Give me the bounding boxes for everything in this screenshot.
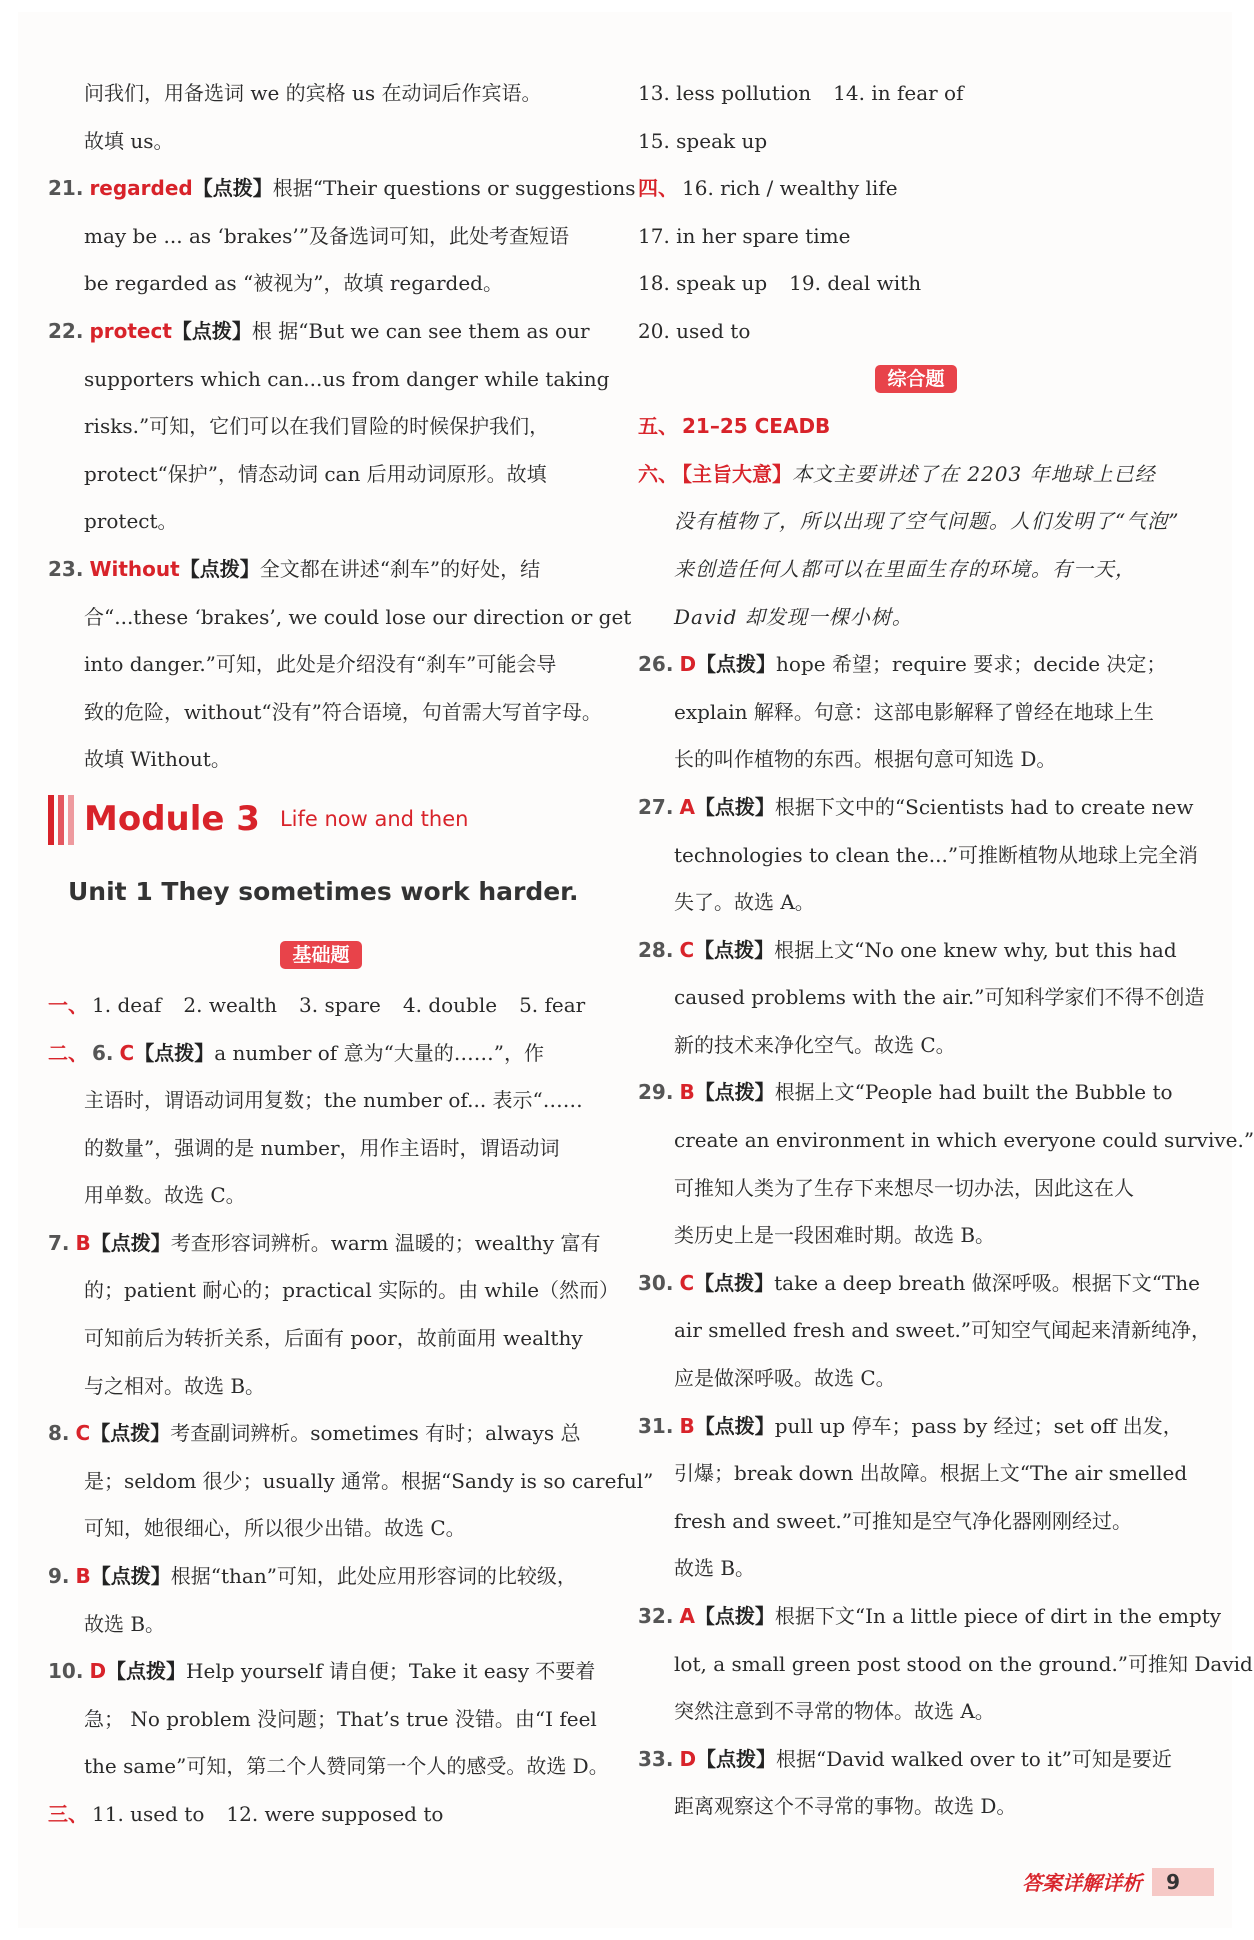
answer-key: B	[75, 1564, 91, 1589]
answer-item: 15. speak up	[638, 128, 768, 153]
text-line: 距离观察这个不寻常的事物。故选 D。	[674, 1794, 1017, 1819]
text-line: 新的技术来净化空气。故选 C。	[674, 1032, 956, 1057]
answer-item: 22. protect【点拨】根 据“But we can see them as our	[48, 318, 590, 343]
answer-key: C	[679, 1270, 695, 1295]
answer-item: 32. A【点拨】根据下文“In a little piece of dirt in the empty	[638, 1604, 1222, 1628]
answer-item: 30. C【点拨】take a deep breath 做深呼吸。根据下文“The	[638, 1270, 1200, 1295]
text-line: explain 解释。句意：这部电影解释了曾经在地球上生	[674, 699, 1154, 724]
text-line: 应是做深呼吸。故选 C。	[674, 1366, 896, 1391]
text-line: fresh and sweet.”可推知是空气净化器刚刚经过。	[674, 1508, 1132, 1533]
text-line: protect“保护”，情态动词 can 后用动词原形。故填	[84, 461, 547, 486]
answer-key: B	[679, 1413, 695, 1438]
text-line: 与之相对。故选 B。	[84, 1373, 266, 1398]
answer-item: 33. D【点拨】根据“David walked over to it”可知是要近	[638, 1746, 1172, 1771]
text-line: 故填 Without。	[84, 747, 231, 772]
answer-item: 18. speak up 19. deal with	[638, 271, 922, 296]
footer-label: 答案详解详析	[1022, 1871, 1143, 1895]
answer-key: D	[679, 652, 697, 677]
text-line: protect。	[84, 509, 178, 534]
answer-item: 21. regarded【点拨】根据“Their questions or suggestions	[48, 176, 636, 201]
answer-item: 23. Without【点拨】全文都在讲述“刹车”的好处，结	[48, 556, 541, 581]
text-line: 的数量”，强调的是 number，用作主语时，谓语动词	[84, 1135, 560, 1160]
text-line: the same”可知，第二个人赞同第一个人的感受。故选 D。	[84, 1754, 609, 1779]
text-line: 失了。故选 A。	[674, 890, 815, 915]
section-three: 三、 11. used to 12. were supposed to	[48, 1802, 444, 1826]
answer-item: 31. B【点拨】pull up 停车；pass by 经过；set off 出发，	[638, 1413, 1183, 1438]
answer-key: protect	[89, 318, 172, 343]
answer-key: D	[679, 1746, 697, 1771]
text-line: 突然注意到不寻常的物体。故选 A。	[674, 1699, 995, 1724]
text-line: 来创造任何人都可以在里面生存的环境。有一天，	[674, 556, 1136, 581]
text-line: caused problems with the air.”可知科学家们不得不创造	[674, 985, 1205, 1010]
text-line: David 却发现一棵小树。	[674, 604, 913, 629]
text-line: risks.”可知，它们可以在我们冒险的时候保护我们，	[84, 414, 550, 439]
answer-item: 7. B【点拨】考查形容词辨析。warm 温暖的；wealthy 富有	[48, 1230, 601, 1255]
answer-key: A	[679, 794, 695, 819]
text-line: technologies to clean the...”可推断植物从地球上完全消	[674, 842, 1199, 867]
answer-item: 二、 6. C【点拨】a number of 意为“大量的……”，作	[48, 1040, 545, 1065]
right-column	[638, 70, 1254, 1831]
module-subtitle: Life now and then	[279, 807, 469, 832]
answer-key: regarded	[89, 176, 193, 201]
text-line: 问我们，用备选词 we 的宾格 us 在动词后作宾语。	[84, 81, 542, 105]
answer-item: 8. C【点拨】考查副词辨析。sometimes 有时；always 总	[48, 1421, 581, 1446]
text-line: 类历史上是一段困难时期。故选 B。	[674, 1223, 996, 1248]
answer-item: 26. D【点拨】hope 希望；require 要求；decide 决定；	[638, 652, 1167, 677]
module-title: Module 3	[84, 799, 260, 840]
text-line: 是；seldom 很少；usually 通常。根据“Sandy is so careful”	[84, 1468, 654, 1493]
text-line: 急； No problem 没问题；That’s true 没错。由“I feel	[84, 1706, 597, 1731]
answer-key: C	[75, 1421, 91, 1446]
text-line: 没有植物了，所以出现了空气问题。人们发明了“气泡”	[674, 509, 1180, 534]
unit-title: Unit 1 They sometimes work harder.	[68, 876, 579, 906]
section-tag-comprehensive: 综合题	[875, 365, 956, 393]
text-line: 可知，她很细心，所以很少出错。故选 C。	[84, 1516, 466, 1541]
text-line: 合“...these ‘brakes’, we could lose our direction or get	[84, 604, 632, 629]
text-line: 故选 B。	[674, 1556, 756, 1581]
text-line: 的；patient 耐心的；practical 实际的。由 while（然而）	[84, 1278, 620, 1303]
text-line: 致的危险，without“没有”符合语境，句首需大写首字母。	[84, 699, 602, 724]
text-line: 用单数。故选 C。	[84, 1183, 246, 1208]
answer-key: B	[679, 1080, 695, 1105]
page-number: 9	[1152, 1868, 1214, 1896]
answer-item: 29. B【点拨】根据上文“People had built the Bubble to	[638, 1080, 1173, 1105]
answer-item: 13. less pollution 14. in fear of	[638, 81, 964, 105]
text-line: 故选 B。	[84, 1611, 166, 1636]
text-line: 故填 us。	[84, 128, 174, 153]
text-line: create an environment in which everyone could survive.”	[674, 1128, 1254, 1153]
text-line: be regarded as “被视为”，故填 regarded。	[84, 271, 503, 296]
text-line: into danger.”可知，此处是介绍没有“刹车”可能会导	[84, 652, 557, 677]
answer-key: C	[119, 1040, 135, 1065]
answer-key: A	[679, 1604, 695, 1628]
text-line: 长的叫作植物的东西。根据句意可知选 D。	[674, 747, 1057, 772]
text-line: air smelled fresh and sweet.”可知空气闻起来清新纯净，	[674, 1318, 1212, 1343]
text-line: 可推知人类为了生存下来想尽一切办法，因此这在人	[674, 1175, 1134, 1200]
answer-item: 20. used to	[638, 318, 751, 343]
answer-item: 27. A【点拨】根据下文中的“Scientists had to create new	[638, 794, 1194, 819]
text-line: 主语时，谓语动词用复数；the number of... 表示“……	[84, 1088, 583, 1113]
page-footer	[1022, 1867, 1214, 1896]
section-four: 四、 16. rich / wealthy life	[638, 176, 898, 201]
section-five: 五、 21–25 CEADB	[638, 414, 831, 439]
answer-item: 10. D【点拨】Help yourself 请自便；Take it easy 不要着	[48, 1659, 596, 1684]
answer-key: Without	[89, 556, 180, 581]
module-header	[48, 784, 594, 856]
answer-item: 17. in her spare time	[638, 223, 851, 248]
answer-key: B	[75, 1230, 91, 1255]
answer-key: C	[679, 937, 695, 962]
module-bars-icon	[48, 795, 74, 845]
text-line: supporters which can...us from danger while taking	[84, 366, 610, 391]
text-line: 引爆；break down 出故障。根据上文“The air smelled	[674, 1461, 1188, 1486]
answer-item: 28. C【点拨】根据上文“No one knew why, but this had	[638, 937, 1177, 962]
text-line: 可知前后为转折关系，后面有 poor，故前面用 wealthy	[84, 1326, 583, 1351]
answer-page	[18, 12, 1254, 1928]
answer-key: D	[89, 1659, 107, 1684]
text-line: lot, a small green post stood on the ground.”可推知 David	[674, 1651, 1253, 1676]
section-six: 六、 【主旨大意】本文主要讲述了在 2203 年地球上已经	[638, 461, 1156, 486]
section-tag-basic: 基础题	[280, 941, 361, 969]
section-one: 一、 1. deaf 2. wealth 3. spare 4. double 5. fear	[48, 992, 586, 1017]
text-line: may be ... as ‘brakes’”及备选词可知，此处考查短语	[84, 223, 569, 248]
answer-item: 9. B【点拨】根据“than”可知，此处应用形容词的比较级，	[48, 1564, 577, 1589]
left-column	[48, 70, 654, 1839]
